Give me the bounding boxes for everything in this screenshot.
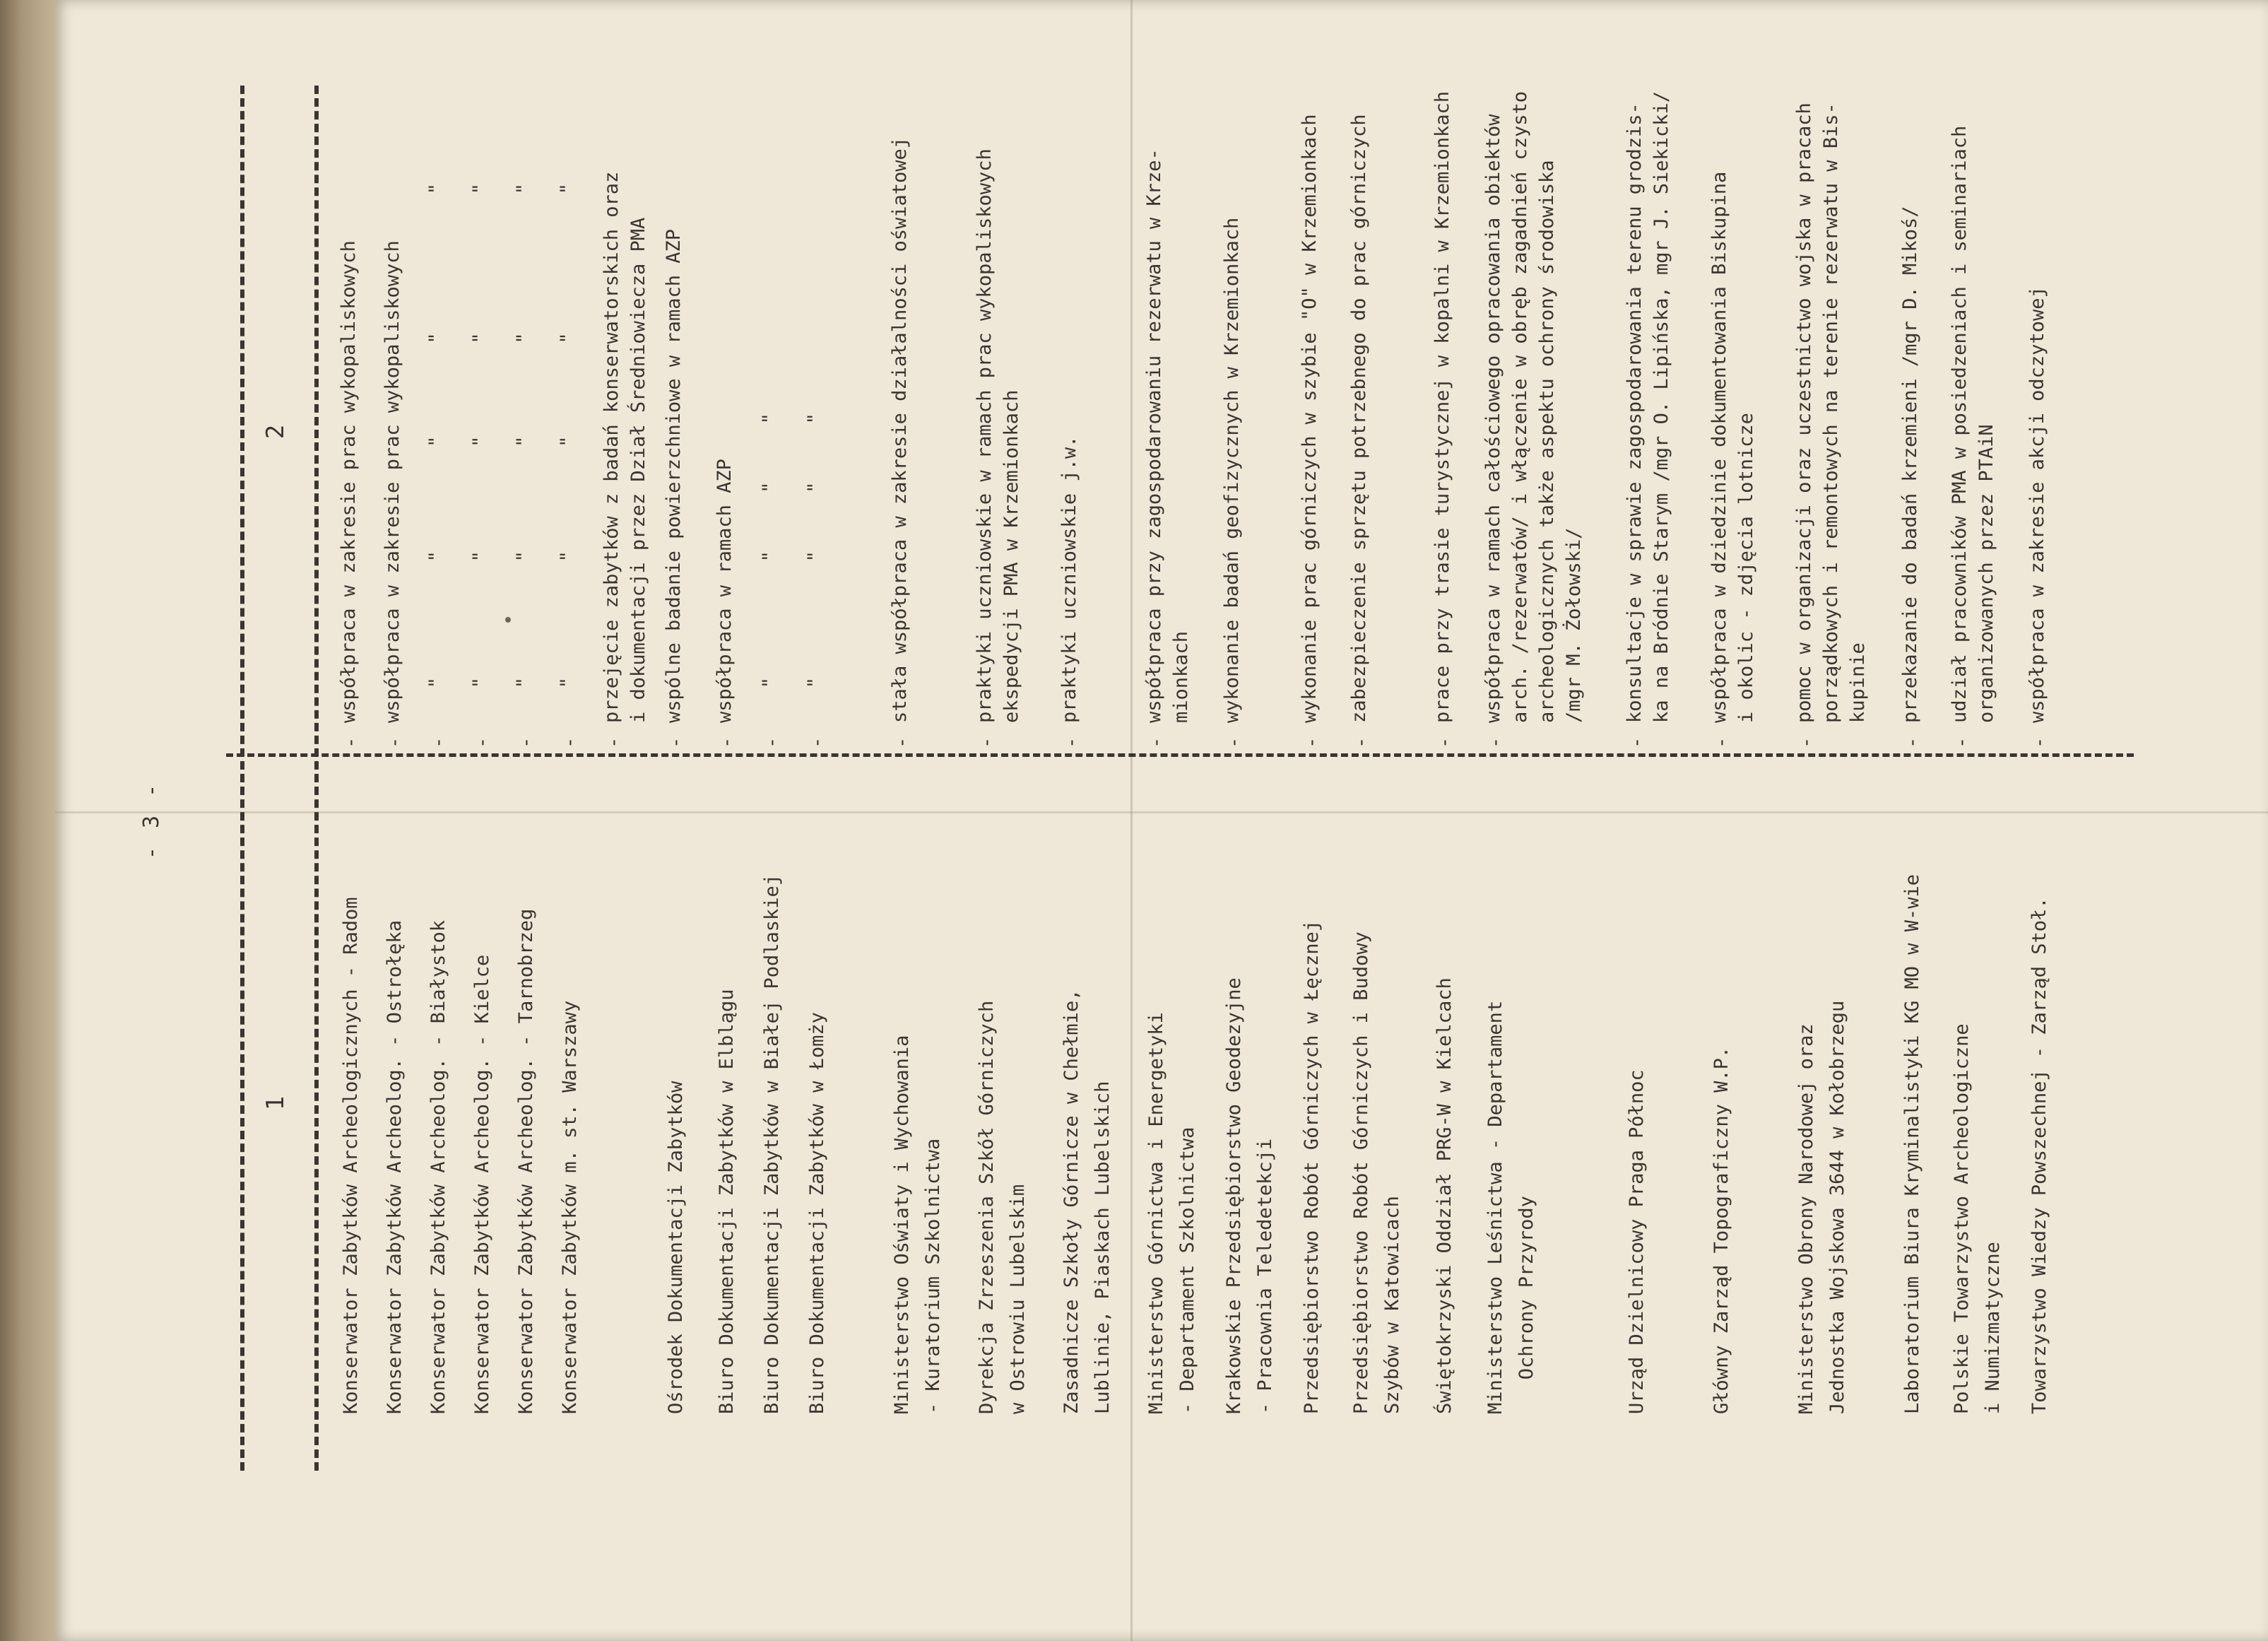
institution-cell: Towarzystwo Wiedzy Powszechnej - Zarząd Stoł. xyxy=(2028,897,2050,1414)
cooperation-cell: " " " " " xyxy=(557,182,579,723)
row-dash: - xyxy=(665,736,687,748)
institution-cell: Konserwator Zabytków Archeolog. - Białystok xyxy=(427,920,449,1414)
institution-cell: Konserwator Zabytków Archeolog. - Kielce xyxy=(471,954,493,1414)
cooperation-cell: przekazanie do badań krzemieni /mgr D. Mikoś/ xyxy=(1899,206,1921,723)
row-dash: - xyxy=(761,736,783,748)
cooperation-cell: wspólne badanie powierzchniowe w ramach AZP xyxy=(663,229,685,723)
cooperation-cell: współpraca w zakresie akcji odczytowej xyxy=(2026,286,2048,723)
table-top-rule xyxy=(240,86,244,1471)
institution-cell: Dyrekcja Zrzeszenia Szkół Górniczych w Ostrowiu Lubelskim xyxy=(976,1000,1029,1414)
row-dash: - xyxy=(1061,736,1082,748)
cooperation-cell: " " " " xyxy=(804,413,826,723)
institution-cell: Świętokrzyski Oddział PRG-W w Kielcach xyxy=(1434,977,1455,1414)
cooperation-cell: udział pracowników PMA w posiedzeniach i seminariach organizowanych przez PTAiN xyxy=(1949,125,1997,723)
row-dash: - xyxy=(471,736,493,748)
cooperation-cell: " " " " " xyxy=(513,182,535,723)
cooperation-cell: " " " " " xyxy=(425,182,447,723)
row-dash: - xyxy=(1484,736,1506,748)
cooperation-cell: wykonanie prac górniczych w szybie "O" w Krzemionkach xyxy=(1299,114,1321,723)
institution-cell: Konserwator Zabytków Archeolog. - Tarnobrzeg xyxy=(515,908,537,1414)
row-dash: - xyxy=(427,736,449,748)
institution-cell: Przedsiębiorstwo Robót Górniczych i Budowy Szybów w Katowicach xyxy=(1350,931,1403,1414)
institution-cell: Biuro Dokumentacji Zabytków w Elblągu xyxy=(716,989,738,1414)
row-dash: - xyxy=(806,736,828,748)
row-dash: - xyxy=(716,736,738,748)
row-dash: - xyxy=(1711,736,1732,748)
binder-edge xyxy=(0,0,55,1641)
row-dash: - xyxy=(976,736,998,748)
cooperation-cell: stała współpraca w zakresie działalności oświatowej xyxy=(889,136,911,723)
cooperation-cell: współpraca w ramach AZP xyxy=(714,459,736,723)
cooperation-cell: praktyki uczniowskie j.w. xyxy=(1058,435,1080,723)
institution-cell: Urząd Dzielnicowy Praga Północ xyxy=(1626,1069,1648,1414)
institution-cell: Krakowskie Przedsiębiorstwo Geodezyjne - Pracownia Teledetekcji xyxy=(1223,977,1276,1414)
row-dash: - xyxy=(1350,736,1372,748)
cooperation-cell: współpraca przy zagospodarowaniu rezerwatu w Krze- mionkach xyxy=(1143,148,1192,723)
row-dash: - xyxy=(340,736,362,748)
column-header-2: 2 xyxy=(261,424,290,440)
institution-cell: Biuro Dokumentacji Zabytków w Łomży xyxy=(806,1012,828,1414)
cooperation-cell: prace przy trasie turystycznej w kopalni w Krzemionkach xyxy=(1431,90,1453,723)
row-dash: - xyxy=(384,736,406,748)
cooperation-cell: zabezpieczenie sprzętu potrzebnego do prac górniczych xyxy=(1348,114,1370,723)
cooperation-cell: współpraca w ramach całościowego opracowania obiektów arch. /rezerwatów/ i włączenie w obręb zagadnień czysto archeologicznych także aspektu ochrony środowiska /mgr M. Żołowski/ xyxy=(1482,90,1585,723)
cooperation-cell: " " " " xyxy=(759,413,781,723)
cooperation-cell: " " " " " xyxy=(469,182,491,723)
row-dash: - xyxy=(515,736,537,748)
column-header-1: 1 xyxy=(261,1095,290,1111)
row-dash: - xyxy=(1434,736,1455,748)
cooperation-cell: przejęcie zabytków z badań konserwatorskich oraz i dokumentacji przez Dział Średniowiecza PMA xyxy=(601,171,649,723)
row-dash: - xyxy=(1301,736,1323,748)
row-dash: - xyxy=(1626,736,1648,748)
cooperation-cell: praktyki uczniowskie w ramach prac wykopaliskowych ekspedycji PMA w Krzemionkach xyxy=(974,148,1022,723)
cooperation-cell: wykonanie badań geofizycznych w Krzemionkach xyxy=(1221,217,1243,723)
table-header-rule xyxy=(314,86,319,1471)
institution-cell: Konserwator Zabytków Archeologicznych - Radom xyxy=(340,897,362,1414)
row-dash: - xyxy=(891,736,913,748)
row-dash: - xyxy=(1795,736,1817,748)
page-number: - 3 - xyxy=(139,781,164,860)
ink-dot xyxy=(505,617,511,623)
column-divider xyxy=(226,753,2134,757)
institution-cell: Konserwator Zabytków Archeolog. - Ostrołęka xyxy=(384,920,406,1414)
institution-cell: Zasadnicze Szkoły Górnicze w Chełmie, Lublinie, Piaskach Lubelskich xyxy=(1061,989,1114,1414)
row-dash: - xyxy=(1223,736,1245,748)
cooperation-cell: współpraca w dziedzinie dokumentowania Biskupina i okolic - zdjęcia lotnicze xyxy=(1708,171,1757,723)
row-dash: - xyxy=(1145,736,1167,748)
institution-cell: Laboratorium Biura Kryminalistyki KG MO w W-wie xyxy=(1901,874,1923,1414)
row-dash: - xyxy=(603,736,625,748)
institution-cell: Ministerstwo Obrony Narodowej oraz Jednostka Wojskowa 3644 w Kołobrzegu xyxy=(1795,1000,1848,1414)
row-dash: - xyxy=(2028,736,2050,748)
institution-cell: Ministerstwo Górnictwa i Energetyki - Departament Szkolnictwa xyxy=(1145,1012,1198,1414)
institution-cell: Konserwator Zabytków m. st. Warszawy xyxy=(559,1000,581,1414)
institution-cell: Przedsiębiorstwo Robót Górniczych w Łęcznej xyxy=(1301,920,1323,1414)
row-dash: - xyxy=(1951,736,1973,748)
institution-cell: Ministerstwo Oświaty i Wychowania - Kuratorium Szkolnictwa xyxy=(891,1035,944,1414)
cooperation-cell: pomoc w organizacji oraz uczestnictwo wojska w pracach porządkowych i remontowych na terenie rezerwatu w Bis- kupinie xyxy=(1793,102,1869,723)
cooperation-cell: konsultacje w sprawie zagospodarowania terenu grodzis- ka na Bródnie Starym /mgr O. Lipińska, mgr J. Siekicki/ xyxy=(1624,90,1672,723)
cooperation-cell: współpraca w zakresie prac wykopaliskowych xyxy=(382,240,403,723)
institution-cell: Polskie Towarzystwo Archeologiczne i Numizmatyczne xyxy=(1951,1023,2004,1414)
row-dash: - xyxy=(559,736,581,748)
institution-cell: Ośrodek Dokumentacji Zabytków xyxy=(665,1081,687,1414)
cooperation-cell: współpraca w zakresie prac wykopaliskowych xyxy=(338,240,360,723)
institution-cell: Główny Zarząd Topograficzny W.P. xyxy=(1711,1046,1732,1414)
row-dash: - xyxy=(1901,736,1923,748)
rotated-typed-page xyxy=(88,50,2180,1591)
institution-cell: Biuro Dokumentacji Zabytków w Białej Podlaskiej xyxy=(761,874,783,1414)
institution-cell: Ministerstwo Leśnictwa - Departament Ochrony Przyrody xyxy=(1484,1000,1537,1414)
